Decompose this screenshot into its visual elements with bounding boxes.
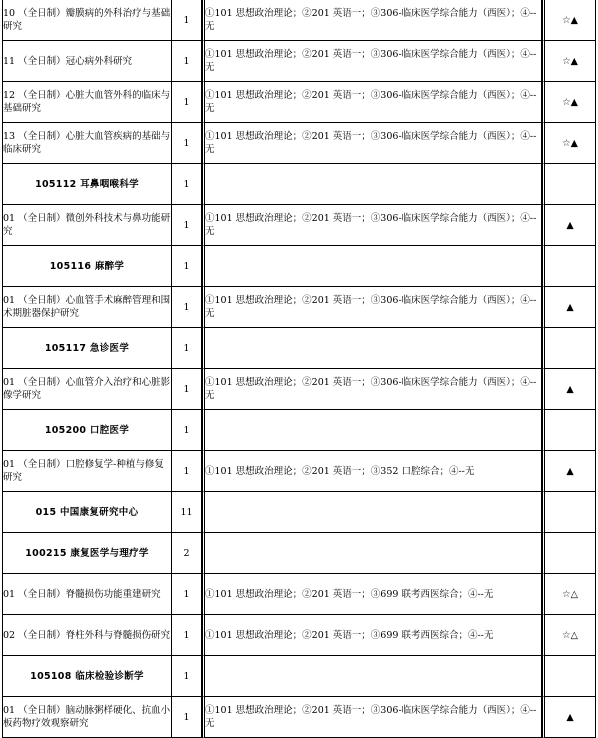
direction-name: 01 （全日制）口腔修复学-种植与修复研究 — [2, 451, 172, 492]
exam-subjects — [202, 656, 542, 697]
remark-symbols — [542, 328, 596, 369]
enrollment-count: 1 — [172, 246, 202, 287]
exam-subjects — [202, 246, 542, 287]
table-row — [2, 82, 596, 123]
direction-name: 02 （全日制）脊柱外科与脊髓损伤研究 — [2, 615, 172, 656]
exam-subjects: ①101 思想政治理论；②201 英语一；③306-临床医学综合能力（西医）；④--无 — [202, 41, 542, 82]
table-row — [2, 369, 596, 410]
table-row — [2, 41, 596, 82]
enrollment-count: 1 — [172, 615, 202, 656]
exam-subjects: ①101 思想政治理论；②201 英语一；③306-临床医学综合能力（西医）；④--无 — [202, 697, 542, 738]
enrollment-count: 1 — [172, 328, 202, 369]
exam-subjects — [202, 164, 542, 205]
table-row — [2, 656, 596, 697]
table-row — [2, 164, 596, 205]
remark-symbols: ▲ — [542, 451, 596, 492]
admissions-table-body — [2, 0, 596, 738]
table-row — [2, 492, 596, 533]
enrollment-count: 1 — [172, 287, 202, 328]
remark-symbols: ☆▲ — [542, 123, 596, 164]
enrollment-count: 1 — [172, 0, 202, 41]
table-row — [2, 451, 596, 492]
direction-name: 13 （全日制）心脏大血管疾病的基础与临床研究 — [2, 123, 172, 164]
discipline-heading: 105200 口腔医学 — [2, 410, 172, 451]
enrollment-count: 1 — [172, 123, 202, 164]
discipline-heading: 105108 临床检验诊断学 — [2, 656, 172, 697]
exam-subjects — [202, 492, 542, 533]
institution-heading: 015 中国康复研究中心 — [2, 492, 172, 533]
direction-name: 01 （全日制）微创外科技术与鼻功能研究 — [2, 205, 172, 246]
enrollment-count: 2 — [172, 533, 202, 574]
remark-symbols: ☆▲ — [542, 41, 596, 82]
admissions-table — [2, 0, 596, 738]
remark-symbols — [542, 656, 596, 697]
discipline-heading: 100215 康复医学与理疗学 — [2, 533, 172, 574]
enrollment-count: 1 — [172, 369, 202, 410]
direction-name: 01 （全日制）脑动脉粥样硬化、抗血小板药物疗效观察研究 — [2, 697, 172, 738]
enrollment-count: 1 — [172, 410, 202, 451]
enrollment-count: 1 — [172, 205, 202, 246]
direction-name: 12 （全日制）心脏大血管外科的临床与基础研究 — [2, 82, 172, 123]
remark-symbols — [542, 410, 596, 451]
enrollment-count: 1 — [172, 41, 202, 82]
remark-symbols — [542, 533, 596, 574]
enrollment-count: 1 — [172, 697, 202, 738]
exam-subjects — [202, 533, 542, 574]
remark-symbols — [542, 246, 596, 287]
enrollment-count: 1 — [172, 164, 202, 205]
table-row — [2, 123, 596, 164]
direction-name: 01 （全日制）脊髓损伤功能重建研究 — [2, 574, 172, 615]
enrollment-count: 11 — [172, 492, 202, 533]
exam-subjects: ①101 思想政治理论；②201 英语一；③699 联考西医综合；④--无 — [202, 615, 542, 656]
exam-subjects: ①101 思想政治理论；②201 英语一；③306-临床医学综合能力（西医）；④--无 — [202, 123, 542, 164]
table-row — [2, 410, 596, 451]
enrollment-count: 1 — [172, 656, 202, 697]
discipline-heading: 105117 急诊医学 — [2, 328, 172, 369]
table-row — [2, 287, 596, 328]
exam-subjects: ①101 思想政治理论；②201 英语一；③306-临床医学综合能力（西医）；④--无 — [202, 0, 542, 41]
direction-name: 11 （全日制）冠心病外科研究 — [2, 41, 172, 82]
table-row — [2, 615, 596, 656]
table-row — [2, 0, 596, 41]
remark-symbols — [542, 164, 596, 205]
direction-name: 01 （全日制）心血管手术麻醉管理和围术期脏器保护研究 — [2, 287, 172, 328]
remark-symbols: ▲ — [542, 287, 596, 328]
table-row — [2, 328, 596, 369]
enrollment-count: 1 — [172, 82, 202, 123]
enrollment-count: 1 — [172, 451, 202, 492]
exam-subjects: ①101 思想政治理论；②201 英语一；③306-临床医学综合能力（西医）；④--无 — [202, 369, 542, 410]
exam-subjects: ①101 思想政治理论；②201 英语一；③306-临床医学综合能力（西医）；④--无 — [202, 82, 542, 123]
remark-symbols: ☆▲ — [542, 82, 596, 123]
exam-subjects — [202, 410, 542, 451]
remark-symbols — [542, 492, 596, 533]
direction-name: 01 （全日制）心血管介入治疗和心脏影像学研究 — [2, 369, 172, 410]
remark-symbols: ▲ — [542, 697, 596, 738]
table-row — [2, 697, 596, 738]
remark-symbols: ☆▲ — [542, 0, 596, 41]
table-row — [2, 533, 596, 574]
remark-symbols: ☆△ — [542, 574, 596, 615]
exam-subjects: ①101 思想政治理论；②201 英语一；③306-临床医学综合能力（西医）；④--无 — [202, 287, 542, 328]
table-row — [2, 574, 596, 615]
exam-subjects — [202, 328, 542, 369]
enrollment-count: 1 — [172, 574, 202, 615]
direction-name: 10 （全日制）瓣膜病的外科治疗与基础研究 — [2, 0, 172, 41]
table-row — [2, 246, 596, 287]
remark-symbols: ☆△ — [542, 615, 596, 656]
exam-subjects: ①101 思想政治理论；②201 英语一；③352 口腔综合；④--无 — [202, 451, 542, 492]
exam-subjects: ①101 思想政治理论；②201 英语一；③306-临床医学综合能力（西医）；④--无 — [202, 205, 542, 246]
table-row — [2, 205, 596, 246]
discipline-heading: 105116 麻醉学 — [2, 246, 172, 287]
remark-symbols: ▲ — [542, 205, 596, 246]
exam-subjects: ①101 思想政治理论；②201 英语一；③699 联考西医综合；④--无 — [202, 574, 542, 615]
discipline-heading: 105112 耳鼻咽喉科学 — [2, 164, 172, 205]
remark-symbols: ▲ — [542, 369, 596, 410]
